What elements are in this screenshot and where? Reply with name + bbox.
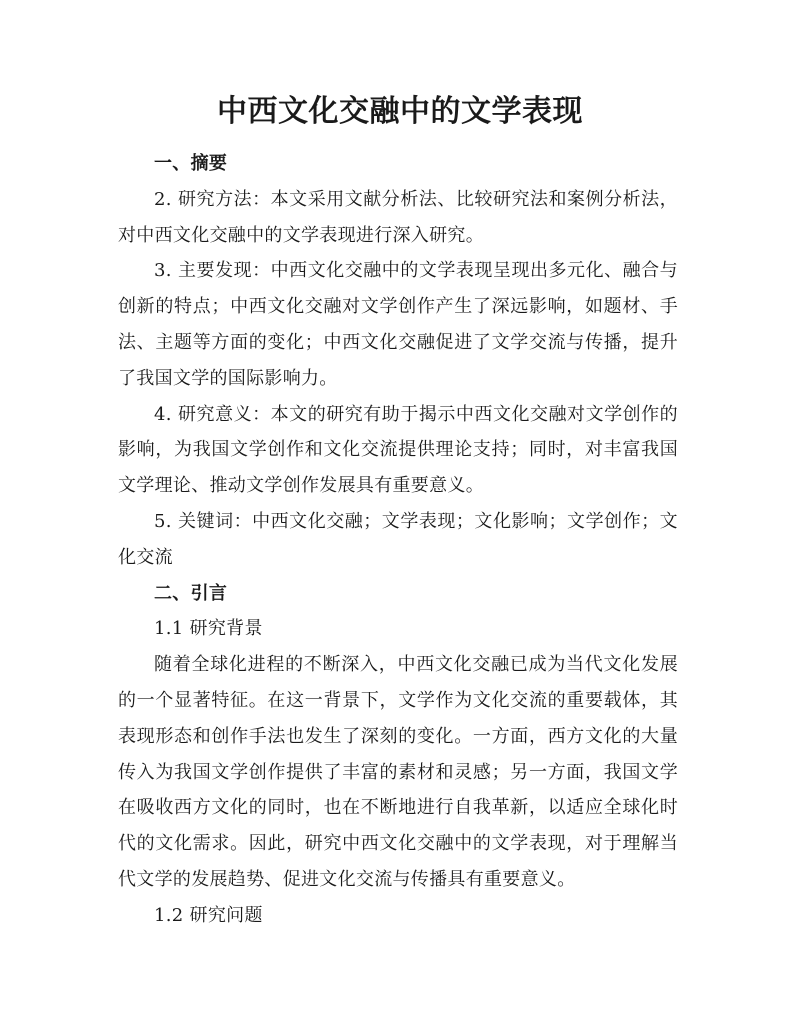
paragraph-background: 随着全球化进程的不断深入，中西文化交融已成为当代文化发展的一个显著特征。在这一背景下，文学作为文化交流的重要载体，其表现形态和创作手法也发生了深刻的变化。一方面，西方文化的大量传入为我国文学创作提供了丰富的素材和灵感；另一方面，我国文学在吸收西方文化的同时，也在不断地进行自我革新，以适应全球化时代的文化需求。因此，研究中西文化交融中的文学表现，对于理解当代文学的发展趋势、促进文化交流与传播具有重要意义。 [118,654,678,890]
paragraph-findings: 3. 主要发现：中西文化交融中的文学表现呈现出多元化、融合与创新的特点；中西文化交融对文学创作产生了深远影响，如题材、手法、主题等方面的变化；中西文化交融促进了文学交流与传播，提升了我国文学的国际影响力。 [118,260,678,389]
section-heading-abstract: 一、摘要 [154,153,228,174]
subheading-background: 1.1 研究背景 [154,618,263,640]
section-heading-intro: 二、引言 [154,582,228,604]
subheading-question: 1.2 研究问题 [154,904,263,926]
paragraph-keywords: 5. 关键词：中西文化交融；文学表现；文化影响；文学创作；文化交流 [118,510,678,568]
paragraph-method: 2. 研究方法：本文采用文献分析法、比较研究法和案例分析法，对中西文化交融中的文学表现进行深入研究。 [118,188,678,246]
document-body [118,146,678,934]
paragraph-significance: 4. 研究意义：本文的研究有助于揭示中西文化交融对文学创作的影响，为我国文学创作和文化交流提供理论支持；同时，对丰富我国文学理论、推动文学创作发展具有重要意义。 [118,403,678,497]
page-title: 中西文化交融中的文学表现 [217,94,583,129]
